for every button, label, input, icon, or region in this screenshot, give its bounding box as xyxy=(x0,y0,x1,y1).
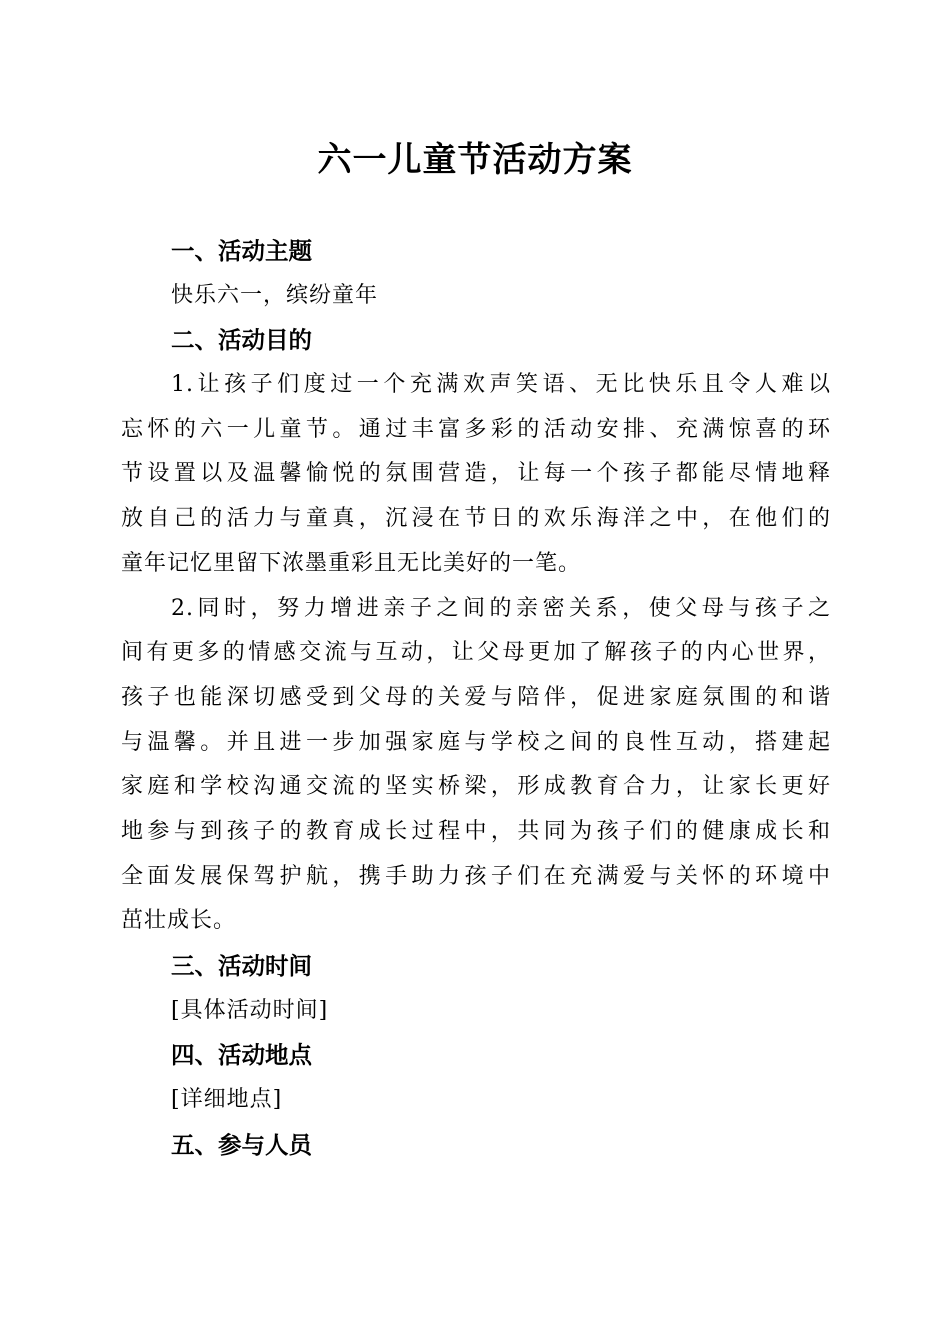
paragraph-line: 1.让孩子们度过一个充满欢声笑语、无比快乐且令人难以 xyxy=(171,372,831,398)
section-body-location: [详细地点] xyxy=(171,1087,283,1113)
paragraph-line: 与温馨。并且进一步加强家庭与学校之间的良性互动，搭建起 xyxy=(121,729,831,755)
purpose-paragraph-1 xyxy=(121,363,831,586)
section-heading-purpose: 二、活动目的 xyxy=(171,326,312,355)
document-body xyxy=(121,229,831,1167)
paragraph-line: 家庭和学校沟通交流的坚实桥梁，形成教育合力，让家长更好 xyxy=(121,774,831,800)
section-heading-participants: 五、参与人员 xyxy=(171,1130,312,1159)
paragraph-line: 全面发展保驾护航，携手助力孩子们在充满爱与关怀的环境中 xyxy=(121,863,831,889)
paragraph-line: 孩子也能深切感受到父母的关爱与陪伴，促进家庭氛围的和谐 xyxy=(121,684,831,710)
paragraph-line: 2.同时，努力增进亲子之间的亲密关系，使父母与孩子之 xyxy=(171,595,831,621)
section-heading-time: 三、活动时间 xyxy=(171,952,312,981)
section-heading-location: 四、活动地点 xyxy=(171,1041,312,1070)
paragraph-line: 童年记忆里留下浓墨重彩且无比美好的一笔。 xyxy=(121,550,582,576)
paragraph-line: 放自己的活力与童真，沉浸在节日的欢乐海洋之中，在他们的 xyxy=(121,506,831,532)
paragraph-line: 地参与到孩子的教育成长过程中，共同为孩子们的健康成长和 xyxy=(121,818,831,844)
paragraph-line: 茁壮成长。 xyxy=(121,908,237,934)
section-body-time: [具体活动时间] xyxy=(171,997,329,1023)
paragraph-line: 间有更多的情感交流与互动，让父母更加了解孩子的内心世界， xyxy=(121,640,831,666)
purpose-paragraph-2 xyxy=(121,587,831,945)
document-title: 六一儿童节活动方案 xyxy=(317,140,633,180)
paragraph-line: 忘怀的六一儿童节。通过丰富多彩的活动安排、充满惊喜的环 xyxy=(121,416,831,442)
paragraph-line: 节设置以及温馨愉悦的氛围营造，让每一个孩子都能尽情地释 xyxy=(121,461,831,487)
section-heading-theme: 一、活动主题 xyxy=(171,237,312,265)
section-body-theme: 快乐六一，缤纷童年 xyxy=(171,282,379,308)
